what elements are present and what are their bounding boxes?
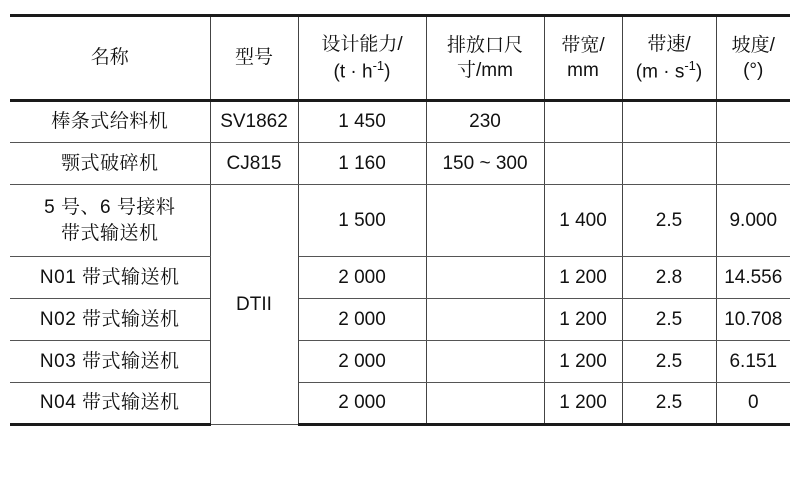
header-line-2: $(t \cdot h^{-1})$ [333, 57, 391, 83]
header-line-2: (°) [743, 60, 764, 81]
cell-belt-width: 1 200 [544, 341, 622, 383]
column-header-model [210, 16, 298, 101]
cell-capacity: 2 000 [298, 299, 426, 341]
cell-capacity: 1 160 [298, 143, 426, 185]
equipment-spec-table [10, 14, 790, 426]
column-header-capacity [298, 16, 426, 101]
header-line-1: 带速/ [647, 33, 691, 55]
header-line-1: 型号 [234, 47, 273, 69]
column-header-slope [716, 16, 790, 101]
cell-belt-speed: 2.5 [622, 299, 716, 341]
cell-capacity: 2 000 [298, 341, 426, 383]
cell-slope: 6.151 [716, 341, 790, 383]
cell-outlet [426, 383, 544, 425]
header-line-2: $(m \cdot s^{-1})$ [635, 57, 703, 83]
cell-model-group: DTII [210, 185, 298, 425]
cell-capacity: 2 000 [298, 257, 426, 299]
cell-capacity: 2 000 [298, 383, 426, 425]
cell-outlet: 230 [426, 101, 544, 143]
header-line-1: 坡度/ [731, 34, 775, 56]
table-header [10, 16, 790, 101]
cell-belt-speed [622, 143, 716, 185]
header-line-1: 排放口尺 [446, 34, 523, 56]
table-row [10, 299, 790, 341]
cell-belt-speed: 2.5 [622, 185, 716, 257]
header-line-1: 带宽/ [561, 34, 605, 56]
cell-name [10, 185, 210, 257]
cell-name: N03 带式输送机 [10, 341, 210, 383]
cell-slope: 0 [716, 383, 790, 425]
cell-name: N04 带式输送机 [10, 383, 210, 425]
cell-outlet [426, 341, 544, 383]
column-header-outlet-size [426, 16, 544, 101]
table-row [10, 143, 790, 185]
cell-belt-speed: 2.5 [622, 341, 716, 383]
cell-belt-width: 1 400 [544, 185, 622, 257]
cell-belt-speed: 2.8 [622, 257, 716, 299]
cell-capacity: 1 500 [298, 185, 426, 257]
cell-slope: 10.708 [716, 299, 790, 341]
cell-belt-width: 1 200 [544, 383, 622, 425]
column-header-name [10, 16, 210, 101]
cell-name: 颚式破碎机 [10, 143, 210, 185]
cell-model: SV1862 [210, 101, 298, 143]
cell-model: CJ815 [210, 143, 298, 185]
cell-slope: 14.556 [716, 257, 790, 299]
cell-belt-width [544, 101, 622, 143]
cell-name: N02 带式输送机 [10, 299, 210, 341]
cell-belt-width: 1 200 [544, 299, 622, 341]
table-body [10, 101, 790, 425]
cell-slope [716, 143, 790, 185]
table-row [10, 101, 790, 143]
header-line-2: 寸/mm [457, 60, 513, 81]
column-header-belt-width [544, 16, 622, 101]
table-row [10, 383, 790, 425]
header-row [10, 16, 790, 101]
cell-belt-width [544, 143, 622, 185]
cell-outlet: 150 ~ 300 [426, 143, 544, 185]
cell-slope: 9.000 [716, 185, 790, 257]
table-row [10, 341, 790, 383]
cell-outlet [426, 257, 544, 299]
header-line-2: mm [567, 60, 599, 81]
cell-belt-speed: 2.5 [622, 383, 716, 425]
cell-name: N01 带式输送机 [10, 257, 210, 299]
cell-outlet [426, 299, 544, 341]
header-line-1: 名称 [90, 47, 129, 69]
column-header-belt-speed [622, 16, 716, 101]
cell-name: 棒条式给料机 [10, 101, 210, 143]
table-row [10, 185, 790, 257]
cell-name-line-2: 带式输送机 [60, 222, 159, 244]
table-row [10, 257, 790, 299]
header-line-1: 设计能力/ [321, 33, 403, 55]
cell-belt-speed [622, 101, 716, 143]
cell-outlet [426, 185, 544, 257]
cell-name-line-1: 5 号、6 号接料 [44, 197, 176, 219]
cell-slope [716, 101, 790, 143]
cell-capacity: 1 450 [298, 101, 426, 143]
cell-belt-width: 1 200 [544, 257, 622, 299]
